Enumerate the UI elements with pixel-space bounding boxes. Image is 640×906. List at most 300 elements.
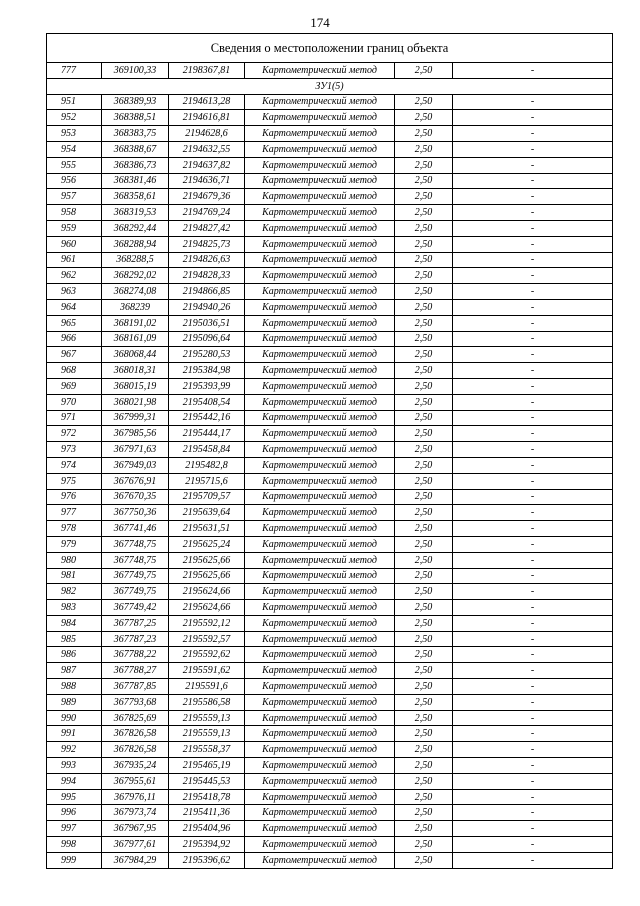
determination-method: Картометрический метод [245, 394, 395, 410]
coordinate-x: 367676,91 [102, 473, 169, 489]
point-number: 997 [47, 821, 102, 837]
accuracy-value: 2,50 [395, 647, 453, 663]
coordinate-y: 2195096,64 [169, 331, 245, 347]
accuracy-value: 2,50 [395, 631, 453, 647]
description-value: - [453, 568, 613, 584]
coordinate-x: 367976,11 [102, 789, 169, 805]
coordinate-y: 2195592,62 [169, 647, 245, 663]
coordinate-x: 367825,69 [102, 710, 169, 726]
table-row [47, 236, 613, 252]
point-number: 985 [47, 631, 102, 647]
coordinate-y: 2194940,26 [169, 299, 245, 315]
table-row [47, 679, 613, 695]
coordinate-y: 2195631,51 [169, 521, 245, 537]
accuracy-value: 2,50 [395, 205, 453, 221]
coordinate-x: 367787,25 [102, 615, 169, 631]
description-value: - [453, 378, 613, 394]
coordinate-y: 2195715,6 [169, 473, 245, 489]
accuracy-value: 2,50 [395, 694, 453, 710]
determination-method: Картометрический метод [245, 742, 395, 758]
coordinate-y: 2194825,73 [169, 236, 245, 252]
description-value: - [453, 663, 613, 679]
table-row [47, 378, 613, 394]
coordinate-x: 367741,46 [102, 521, 169, 537]
table-row [47, 410, 613, 426]
table-row [47, 157, 613, 173]
coordinate-y: 2195558,37 [169, 742, 245, 758]
table-row [47, 726, 613, 742]
determination-method: Картометрический метод [245, 442, 395, 458]
point-number: 967 [47, 347, 102, 363]
point-number: 965 [47, 315, 102, 331]
coordinate-x: 367787,23 [102, 631, 169, 647]
table-row [47, 473, 613, 489]
accuracy-value: 2,50 [395, 236, 453, 252]
description-value: - [453, 315, 613, 331]
table-row [47, 568, 613, 584]
coordinate-x: 367973,74 [102, 805, 169, 821]
point-number: 963 [47, 284, 102, 300]
coordinate-x: 368068,44 [102, 347, 169, 363]
description-value: - [453, 552, 613, 568]
point-number: 962 [47, 268, 102, 284]
determination-method: Картометрический метод [245, 821, 395, 837]
determination-method: Картометрический метод [245, 852, 395, 868]
coordinate-y: 2194679,36 [169, 189, 245, 205]
coordinate-x: 368383,75 [102, 126, 169, 142]
determination-method: Картометрический метод [245, 679, 395, 695]
coordinate-x: 368161,09 [102, 331, 169, 347]
point-number: 990 [47, 710, 102, 726]
coordinate-y: 2195482,8 [169, 457, 245, 473]
description-value: - [453, 284, 613, 300]
coordinate-y: 2195592,57 [169, 631, 245, 647]
table-row [47, 710, 613, 726]
point-number: 951 [47, 94, 102, 110]
description-value: - [453, 837, 613, 853]
determination-method: Картометрический метод [245, 284, 395, 300]
point-number: 958 [47, 205, 102, 221]
description-value: - [453, 347, 613, 363]
table-row [47, 758, 613, 774]
accuracy-value: 2,50 [395, 489, 453, 505]
point-number: 982 [47, 584, 102, 600]
determination-method: Картометрический метод [245, 489, 395, 505]
description-value: - [453, 742, 613, 758]
determination-method: Картометрический метод [245, 505, 395, 521]
accuracy-value: 2,50 [395, 568, 453, 584]
coordinate-y: 2195408,54 [169, 394, 245, 410]
accuracy-value: 2,50 [395, 442, 453, 458]
description-value: - [453, 758, 613, 774]
table-row [47, 331, 613, 347]
coordinate-x: 367826,58 [102, 742, 169, 758]
accuracy-value: 2,50 [395, 284, 453, 300]
determination-method: Картометрический метод [245, 536, 395, 552]
accuracy-value: 2,50 [395, 141, 453, 157]
point-number: 961 [47, 252, 102, 268]
section-row [47, 78, 613, 94]
determination-method: Картометрический метод [245, 126, 395, 142]
coordinate-y: 2195384,98 [169, 363, 245, 379]
point-number: 952 [47, 110, 102, 126]
accuracy-value: 2,50 [395, 473, 453, 489]
accuracy-value: 2,50 [395, 315, 453, 331]
accuracy-value: 2,50 [395, 552, 453, 568]
description-value: - [453, 157, 613, 173]
coordinate-y: 2195442,16 [169, 410, 245, 426]
table-row [47, 615, 613, 631]
description-value: - [453, 647, 613, 663]
coordinate-y: 2194628,6 [169, 126, 245, 142]
coordinate-x: 368292,44 [102, 220, 169, 236]
table-title-row [47, 34, 613, 63]
determination-method: Картометрический метод [245, 600, 395, 616]
table-row [47, 584, 613, 600]
coordinate-y: 2195591,6 [169, 679, 245, 695]
accuracy-value: 2,50 [395, 110, 453, 126]
determination-method: Картометрический метод [245, 141, 395, 157]
table-row [47, 252, 613, 268]
description-value: - [453, 189, 613, 205]
determination-method: Картометрический метод [245, 837, 395, 853]
accuracy-value: 2,50 [395, 789, 453, 805]
determination-method: Картометрический метод [245, 252, 395, 268]
coordinate-y: 2195639,64 [169, 505, 245, 521]
accuracy-value: 2,50 [395, 173, 453, 189]
determination-method: Картометрический метод [245, 521, 395, 537]
coordinate-y: 2195709,57 [169, 489, 245, 505]
coordinate-x: 369100,33 [102, 63, 169, 79]
description-value: - [453, 410, 613, 426]
table-row [47, 631, 613, 647]
description-value: - [453, 726, 613, 742]
determination-method: Картометрический метод [245, 299, 395, 315]
boundary-coordinates-table [46, 33, 613, 869]
coordinate-y: 2195458,84 [169, 442, 245, 458]
description-value: - [453, 94, 613, 110]
point-number: 777 [47, 63, 102, 79]
description-value: - [453, 363, 613, 379]
accuracy-value: 2,50 [395, 394, 453, 410]
coordinate-y: 2195445,53 [169, 773, 245, 789]
coordinate-x: 367749,75 [102, 584, 169, 600]
point-number: 977 [47, 505, 102, 521]
point-number: 957 [47, 189, 102, 205]
point-number: 989 [47, 694, 102, 710]
determination-method: Картометрический метод [245, 205, 395, 221]
determination-method: Картометрический метод [245, 647, 395, 663]
table-row [47, 347, 613, 363]
coordinate-x: 367749,75 [102, 568, 169, 584]
coordinate-x: 367788,27 [102, 663, 169, 679]
point-number: 969 [47, 378, 102, 394]
point-number: 953 [47, 126, 102, 142]
description-value: - [453, 600, 613, 616]
description-value: - [453, 220, 613, 236]
point-number: 956 [47, 173, 102, 189]
coordinate-y: 2195624,66 [169, 584, 245, 600]
accuracy-value: 2,50 [395, 726, 453, 742]
point-number: 992 [47, 742, 102, 758]
coordinate-y: 2194828,33 [169, 268, 245, 284]
description-value: - [453, 205, 613, 221]
coordinate-x: 368018,31 [102, 363, 169, 379]
point-number: 983 [47, 600, 102, 616]
point-number: 979 [47, 536, 102, 552]
point-number: 999 [47, 852, 102, 868]
coordinate-x: 368389,93 [102, 94, 169, 110]
table-row [47, 600, 613, 616]
accuracy-value: 2,50 [395, 331, 453, 347]
coordinate-x: 368015,19 [102, 378, 169, 394]
accuracy-value: 2,50 [395, 852, 453, 868]
determination-method: Картометрический метод [245, 410, 395, 426]
coordinate-x: 367984,29 [102, 852, 169, 868]
determination-method: Картометрический метод [245, 615, 395, 631]
determination-method: Картометрический метод [245, 157, 395, 173]
table-row [47, 299, 613, 315]
coordinate-y: 2195586,58 [169, 694, 245, 710]
description-value: - [453, 252, 613, 268]
coordinate-x: 367788,22 [102, 647, 169, 663]
description-value: - [453, 173, 613, 189]
table-row [47, 268, 613, 284]
coordinate-y: 2195404,96 [169, 821, 245, 837]
coordinate-y: 2194769,24 [169, 205, 245, 221]
table-row [47, 363, 613, 379]
table-row [47, 126, 613, 142]
description-value: - [453, 141, 613, 157]
coordinate-y: 2194637,82 [169, 157, 245, 173]
description-value: - [453, 615, 613, 631]
coordinate-y: 2195591,62 [169, 663, 245, 679]
table-row [47, 773, 613, 789]
accuracy-value: 2,50 [395, 347, 453, 363]
accuracy-value: 2,50 [395, 710, 453, 726]
table-row [47, 94, 613, 110]
table-row [47, 315, 613, 331]
description-value: - [453, 694, 613, 710]
point-number: 971 [47, 410, 102, 426]
accuracy-value: 2,50 [395, 410, 453, 426]
point-number: 975 [47, 473, 102, 489]
point-number: 976 [47, 489, 102, 505]
coordinate-x: 367793,68 [102, 694, 169, 710]
coordinate-x: 368288,5 [102, 252, 169, 268]
coordinate-y: 2195418,78 [169, 789, 245, 805]
determination-method: Картометрический метод [245, 220, 395, 236]
accuracy-value: 2,50 [395, 126, 453, 142]
coordinate-x: 367971,63 [102, 442, 169, 458]
determination-method: Картометрический метод [245, 568, 395, 584]
point-number: 993 [47, 758, 102, 774]
point-number: 973 [47, 442, 102, 458]
coordinate-x: 367787,85 [102, 679, 169, 695]
table-row [47, 457, 613, 473]
coordinate-x: 368388,67 [102, 141, 169, 157]
accuracy-value: 2,50 [395, 426, 453, 442]
determination-method: Картометрический метод [245, 584, 395, 600]
coordinate-x: 368021,98 [102, 394, 169, 410]
determination-method: Картометрический метод [245, 473, 395, 489]
description-value: - [453, 126, 613, 142]
table-row [47, 694, 613, 710]
accuracy-value: 2,50 [395, 299, 453, 315]
accuracy-value: 2,50 [395, 837, 453, 853]
accuracy-value: 2,50 [395, 773, 453, 789]
determination-method: Картометрический метод [245, 173, 395, 189]
point-number: 970 [47, 394, 102, 410]
table-row [47, 742, 613, 758]
coordinate-x: 367750,36 [102, 505, 169, 521]
point-number: 966 [47, 331, 102, 347]
description-value: - [453, 299, 613, 315]
accuracy-value: 2,50 [395, 742, 453, 758]
table-row [47, 552, 613, 568]
coordinate-x: 368288,94 [102, 236, 169, 252]
description-value: - [453, 426, 613, 442]
accuracy-value: 2,50 [395, 663, 453, 679]
coordinate-x: 367826,58 [102, 726, 169, 742]
table-row [47, 489, 613, 505]
coordinate-y: 2195444,17 [169, 426, 245, 442]
point-number: 994 [47, 773, 102, 789]
determination-method: Картометрический метод [245, 758, 395, 774]
accuracy-value: 2,50 [395, 615, 453, 631]
table-row [47, 852, 613, 868]
coordinate-x: 367977,61 [102, 837, 169, 853]
coordinate-x: 368386,73 [102, 157, 169, 173]
description-value: - [453, 773, 613, 789]
table-row [47, 536, 613, 552]
point-number: 984 [47, 615, 102, 631]
table-row [47, 789, 613, 805]
determination-method: Картометрический метод [245, 94, 395, 110]
page-number: 174 [310, 15, 330, 30]
table-title: Сведения о местоположении границ объекта [47, 34, 613, 63]
determination-method: Картометрический метод [245, 347, 395, 363]
accuracy-value: 2,50 [395, 63, 453, 79]
point-number: 986 [47, 647, 102, 663]
determination-method: Картометрический метод [245, 63, 395, 79]
table-row [47, 663, 613, 679]
table-row [47, 521, 613, 537]
point-number: 998 [47, 837, 102, 853]
point-number: 954 [47, 141, 102, 157]
coordinate-y: 2195465,19 [169, 758, 245, 774]
description-value: - [453, 536, 613, 552]
description-value: - [453, 473, 613, 489]
description-value: - [453, 394, 613, 410]
accuracy-value: 2,50 [395, 505, 453, 521]
determination-method: Картометрический метод [245, 773, 395, 789]
description-value: - [453, 489, 613, 505]
coordinate-x: 367967,95 [102, 821, 169, 837]
coordinate-x: 367985,56 [102, 426, 169, 442]
table-row [47, 442, 613, 458]
point-number: 959 [47, 220, 102, 236]
point-number: 987 [47, 663, 102, 679]
coordinate-y: 2195393,99 [169, 378, 245, 394]
accuracy-value: 2,50 [395, 157, 453, 173]
coordinate-x: 367748,75 [102, 552, 169, 568]
coordinate-x: 368388,51 [102, 110, 169, 126]
determination-method: Картометрический метод [245, 805, 395, 821]
section-label: ЗУ1(5) [47, 78, 613, 94]
point-number: 964 [47, 299, 102, 315]
table-row [47, 805, 613, 821]
determination-method: Картометрический метод [245, 631, 395, 647]
description-value: - [453, 505, 613, 521]
table-row [47, 205, 613, 221]
determination-method: Картометрический метод [245, 236, 395, 252]
coordinate-y: 2194866,85 [169, 284, 245, 300]
point-number: 980 [47, 552, 102, 568]
coordinate-x: 368191,02 [102, 315, 169, 331]
description-value: - [453, 457, 613, 473]
determination-method: Картометрический метод [245, 663, 395, 679]
description-value: - [453, 331, 613, 347]
coordinate-y: 2194636,71 [169, 173, 245, 189]
point-number: 968 [47, 363, 102, 379]
table-row [47, 189, 613, 205]
description-value: - [453, 110, 613, 126]
description-value: - [453, 821, 613, 837]
description-value: - [453, 521, 613, 537]
accuracy-value: 2,50 [395, 536, 453, 552]
coordinate-y: 2194613,28 [169, 94, 245, 110]
coordinate-y: 2195036,51 [169, 315, 245, 331]
accuracy-value: 2,50 [395, 94, 453, 110]
point-number: 988 [47, 679, 102, 695]
determination-method: Картометрический метод [245, 331, 395, 347]
determination-method: Картометрический метод [245, 726, 395, 742]
coordinate-y: 2194616,81 [169, 110, 245, 126]
determination-method: Картометрический метод [245, 426, 395, 442]
accuracy-value: 2,50 [395, 220, 453, 236]
description-value: - [453, 584, 613, 600]
coordinate-y: 2198367,81 [169, 63, 245, 79]
point-number: 974 [47, 457, 102, 473]
point-number: 955 [47, 157, 102, 173]
coordinate-y: 2195624,66 [169, 600, 245, 616]
accuracy-value: 2,50 [395, 584, 453, 600]
description-value: - [453, 63, 613, 79]
description-value: - [453, 442, 613, 458]
table-row [47, 394, 613, 410]
table-row [47, 63, 613, 79]
coordinate-x: 368292,02 [102, 268, 169, 284]
accuracy-value: 2,50 [395, 805, 453, 821]
accuracy-value: 2,50 [395, 600, 453, 616]
table-row [47, 647, 613, 663]
determination-method: Картометрический метод [245, 378, 395, 394]
description-value: - [453, 805, 613, 821]
coordinate-x: 367670,35 [102, 489, 169, 505]
table-row [47, 505, 613, 521]
description-value: - [453, 789, 613, 805]
table-row [47, 220, 613, 236]
coordinate-y: 2195592,12 [169, 615, 245, 631]
determination-method: Картометрический метод [245, 363, 395, 379]
table-row [47, 173, 613, 189]
coordinate-x: 368381,46 [102, 173, 169, 189]
coordinate-y: 2195559,13 [169, 710, 245, 726]
coordinate-x: 367935,24 [102, 758, 169, 774]
coordinate-y: 2194632,55 [169, 141, 245, 157]
table-row [47, 426, 613, 442]
